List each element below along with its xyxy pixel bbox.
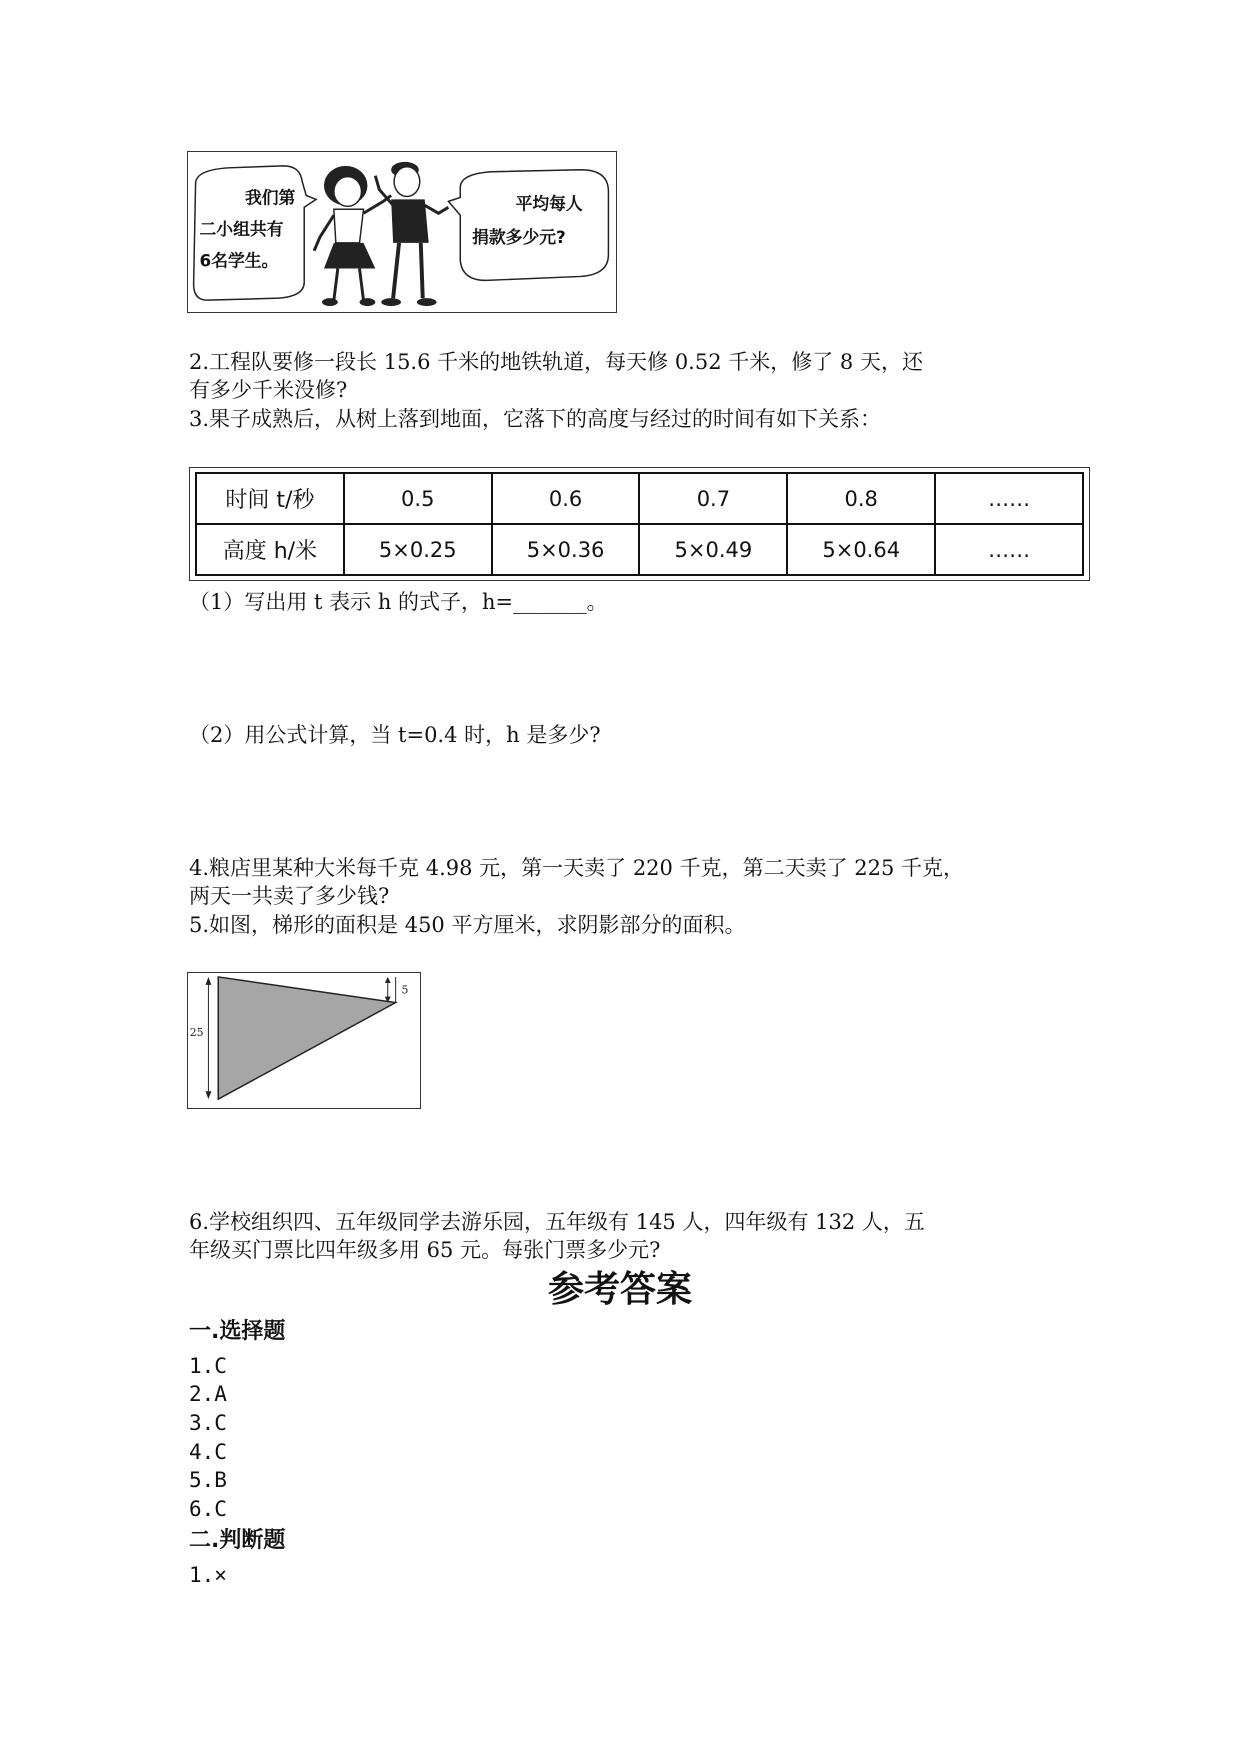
table-cell: 5×0.25: [344, 524, 492, 575]
answer-item: 6.C: [189, 1497, 227, 1521]
table-row-height: [196, 524, 1083, 575]
arrow-down-icon: [205, 1091, 211, 1099]
trapezoid-figure-svg: [188, 973, 420, 1108]
question-6-line-1: 6.学校组织四、五年级同学去游乐园，五年级有 145 人，四年级有 132 人，五: [189, 1210, 925, 1234]
children-illustration: [187, 151, 617, 313]
table-cell: 0.6: [492, 473, 640, 524]
right-dimension-label: 5: [401, 983, 409, 997]
right-bubble-line-1: 平均每人: [515, 193, 583, 214]
table-cell: 5×0.64: [787, 524, 935, 575]
table-cell: 高度 h/米: [196, 524, 344, 575]
answer-item: 5.B: [189, 1468, 227, 1492]
answer-item: 4.C: [189, 1440, 227, 1464]
question-3-sub-2: （2）用公式计算，当 t=0.4 时，h 是多少?: [189, 723, 601, 747]
question-4-line-1: 4.粮店里某种大米每千克 4.98 元，第一天卖了 220 千克，第二天卖了 225 千克，: [189, 856, 965, 880]
section-title-choice: 一.选择题: [189, 1319, 286, 1344]
table-cell: 时间 t/秒: [196, 473, 344, 524]
answer-item: 3.C: [189, 1411, 227, 1435]
question-3-sub-1: （1）写出用 t 表示 h 的式子，h=_______。: [189, 590, 608, 614]
shaded-triangle: [218, 977, 395, 1099]
question-6-line-2: 年级买门票比四年级多用 65 元。每张门票多少元?: [189, 1238, 661, 1262]
table-cell: ……: [935, 473, 1083, 524]
answer-item: 2.A: [189, 1382, 227, 1406]
table-cell: 0.8: [787, 473, 935, 524]
question-2-line-2: 有多少千米没修?: [189, 378, 348, 402]
table-row-time: [196, 473, 1083, 524]
table-cell: ……: [935, 524, 1083, 575]
question-3: 3.果子成熟后，从树上落到地面，它落下的高度与经过的时间有如下关系：: [189, 407, 882, 431]
table-cell: 0.5: [344, 473, 492, 524]
table-cell: 5×0.36: [492, 524, 640, 575]
left-bubble-line-3: 6名学生。: [199, 250, 279, 271]
table-cell: 5×0.49: [639, 524, 787, 575]
left-bubble-line-1: 我们第: [244, 187, 296, 208]
arrow-up-icon: [205, 977, 211, 985]
question-5: 5.如图，梯形的面积是 450 平方厘米，求阴影部分的面积。: [189, 913, 746, 937]
table-cell: 0.7: [639, 473, 787, 524]
time-height-table: [189, 467, 1090, 581]
right-speech-bubble: [448, 170, 608, 281]
boy-figure: [375, 162, 448, 306]
answer-title: 参考答案: [547, 1269, 692, 1310]
section-title-judge: 二.判断题: [189, 1528, 286, 1553]
arrow-up-icon: [385, 977, 391, 983]
trapezoid-figure: [187, 972, 421, 1109]
answer-item: 1.C: [189, 1354, 227, 1378]
right-bubble-line-2: 捐款多少元?: [472, 226, 566, 247]
question-2-line-1: 2.工程队要修一段长 15.6 千米的地铁轨道，每天修 0.52 千米，修了 8 天，还: [189, 350, 923, 374]
children-illustration-svg: [188, 152, 616, 312]
left-dimension-label: 25: [189, 1026, 204, 1040]
question-4-line-2: 两天一共卖了多少钱?: [189, 884, 390, 908]
left-bubble-line-2: 二小组共有: [199, 218, 284, 239]
answer-item: 1.×: [189, 1563, 227, 1587]
